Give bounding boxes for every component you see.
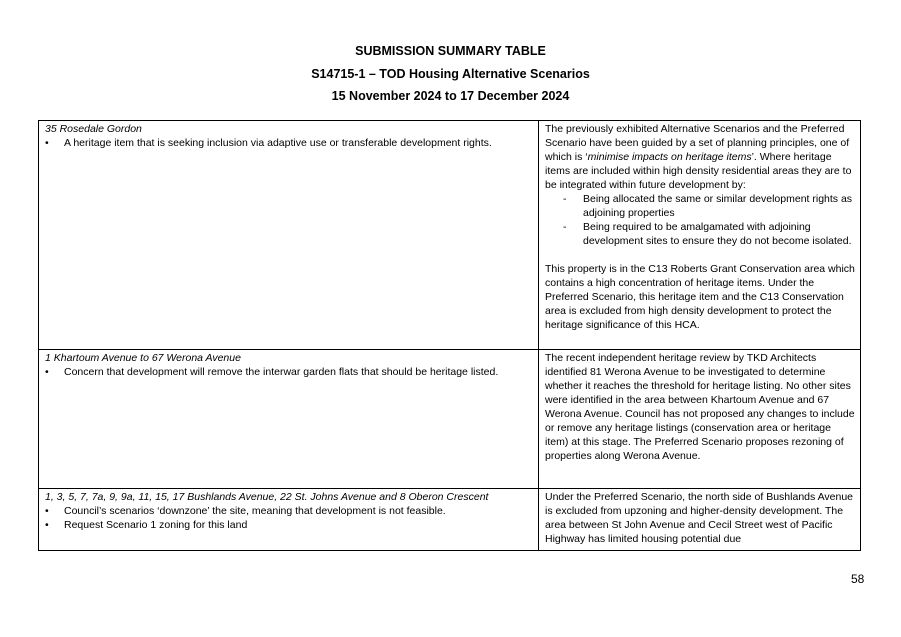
document-date-range: 15 November 2024 to 17 December 2024: [331, 89, 570, 103]
document-title: SUBMISSION SUMMARY TABLE: [355, 44, 546, 58]
response-paragraph: [545, 122, 855, 192]
submission-cell: [39, 350, 539, 489]
table-row: [39, 350, 861, 489]
submission-bullets: [45, 504, 533, 532]
response-text: The previously exhibited Alternative Scenarios and the Preferred Scenario have been guided by a set of planning principles, one of which is ‘: [545, 123, 850, 163]
response-italic-text: minimise impacts on heritage items: [587, 151, 752, 163]
response-paragraph: The recent independent heritage review by TKD Architects identified 81 Werona Avenue to be investigated to determine whether it reaches the threshold for heritage listing. No other sites were identified in the area between Khartoum Avenue and 67 Werona Avenue. Council has not proposed any changes to include or remove any heritage listings (conservation area or heritage item) at this stage. The Preferred Scenario proposes rezoning of properties along Werona Avenue.: [545, 352, 855, 462]
submission-bullets: [45, 136, 533, 150]
response-paragraph: Under the Preferred Scenario, the north side of Bushlands Avenue is excluded from upzoning and higher-density development. The area between St John Avenue and Cecil Street west of Pacific Highway has limited housing potential due: [545, 491, 854, 545]
submission-bullet: • A heritage item that is seeking inclusion via adaptive use or transferable development rights.: [45, 136, 533, 150]
table-row: [39, 121, 861, 350]
submission-location: 35 Rosedale Gordon: [45, 123, 142, 135]
document-subtitle: S14715-1 – TOD Housing Alternative Scenarios: [311, 67, 590, 81]
submission-summary-table: [38, 120, 861, 551]
response-dash-list: [545, 192, 855, 248]
response-cell: [539, 350, 861, 489]
submission-bullet: • Council’s scenarios ‘downzone’ the site, meaning that development is not feasible.: [45, 504, 533, 518]
response-dash-item: - Being required to be amalgamated with adjoining development sites to ensure they do not become isolated.: [545, 220, 855, 248]
submission-bullet: • Concern that development will remove the interwar garden flats that should be heritage listed.: [45, 365, 533, 379]
submission-location: 1, 3, 5, 7, 7a, 9, 9a, 11, 15, 17 Bushlands Avenue, 22 St. Johns Avenue and 8 Oberon Crescent: [45, 491, 489, 503]
submission-bullet: • Request Scenario 1 zoning for this land: [45, 518, 533, 532]
response-text: ’. Where heritage items are included within high density residential areas they are to be integrated within future development by:: [545, 151, 852, 191]
response-cell: [539, 121, 861, 350]
response-paragraph: This property is in the C13 Roberts Grant Conservation area which contains a high concentration of heritage items. Under the Preferred Scenario, this heritage item and the C13 Conservation area is excluded from high density development to protect the heritage significance of this HCA.: [545, 263, 855, 331]
submission-cell: [39, 121, 539, 350]
page-number: 58: [851, 572, 865, 586]
response-dash-item: - Being allocated the same or similar development rights as adjoining properties: [545, 192, 855, 220]
submission-location: 1 Khartoum Avenue to 67 Werona Avenue: [45, 352, 241, 364]
table-row: [39, 489, 861, 551]
response-cell: [539, 489, 861, 551]
submission-cell: [39, 489, 539, 551]
submission-bullets: [45, 365, 533, 379]
